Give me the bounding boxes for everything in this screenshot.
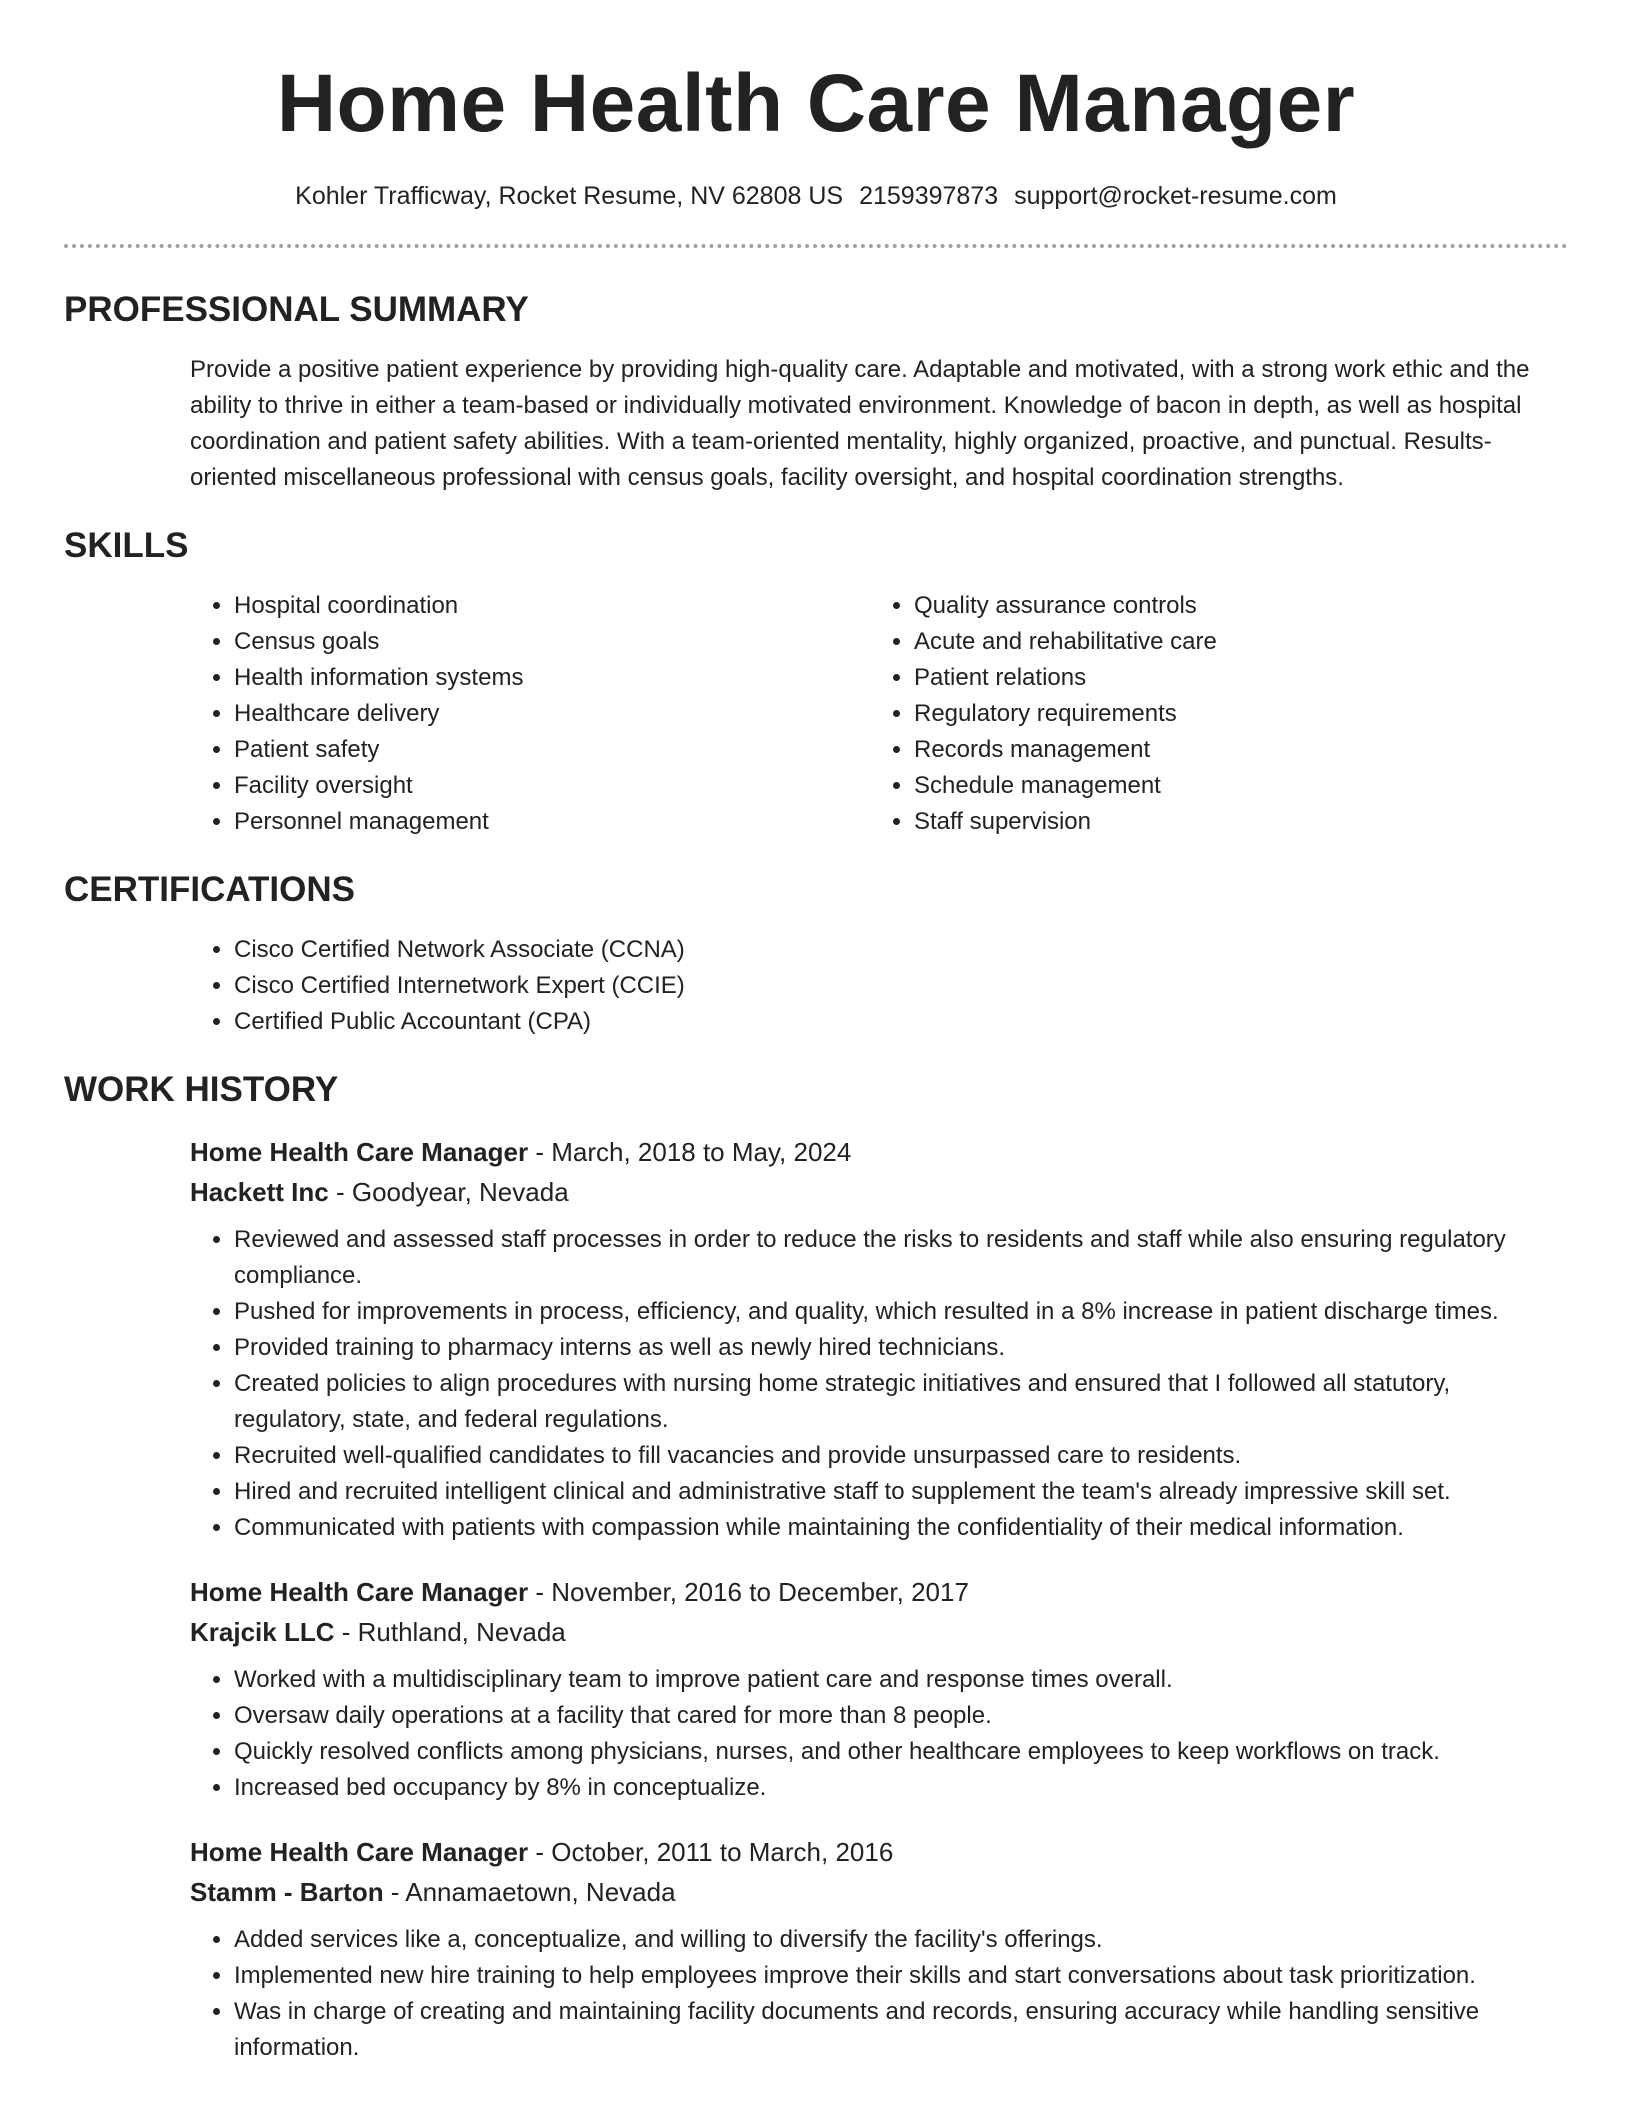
skill-item: • Schedule management bbox=[914, 768, 1550, 804]
skill-item: • Facility oversight bbox=[234, 768, 870, 804]
job-entry bbox=[190, 1572, 1568, 1806]
job-role: Home Health Care Manager bbox=[190, 1837, 529, 1867]
skills-section bbox=[64, 524, 1568, 840]
job-title-line bbox=[190, 1132, 1568, 1172]
job-company-line bbox=[190, 1172, 1568, 1212]
job-dates: - October, 2011 to March, 2016 bbox=[528, 1837, 894, 1867]
skills-column-left bbox=[190, 588, 870, 840]
job-bullet: • Was in charge of creating and maintaining facility documents and records, ensuring accuracy while handling sensitive information. bbox=[234, 1994, 1568, 2066]
skills-title: SKILLS bbox=[64, 526, 189, 565]
certification-item: • Cisco Certified Network Associate (CCNA) bbox=[234, 932, 1568, 968]
job-dates: - March, 2018 to May, 2024 bbox=[528, 1137, 852, 1167]
certification-item: • Cisco Certified Internetwork Expert (CCIE) bbox=[234, 968, 1568, 1004]
job-bullet: • Hired and recruited intelligent clinical and administrative staff to supplement the team's already impressive skill set. bbox=[234, 1474, 1568, 1510]
certifications-body bbox=[190, 932, 1568, 1040]
job-bullet: • Increased bed occupancy by 8% in conceptualize. bbox=[234, 1770, 1568, 1806]
job-bullet: • Pushed for improvements in process, efficiency, and quality, which resulted in a 8% increase in patient discharge times. bbox=[234, 1294, 1568, 1330]
certification-item: • Certified Public Accountant (CPA) bbox=[234, 1004, 1568, 1040]
skill-item: • Patient relations bbox=[914, 660, 1550, 696]
certifications-list bbox=[190, 932, 1568, 1040]
skill-item: • Healthcare delivery bbox=[234, 696, 870, 732]
contact-phone: 2159397873 bbox=[859, 182, 999, 210]
job-bullet: • Oversaw daily operations at a facility that cared for more than 8 people. bbox=[234, 1698, 1568, 1734]
job-company-line bbox=[190, 1872, 1568, 1912]
header-divider bbox=[64, 244, 1568, 248]
job-bullets bbox=[190, 1922, 1568, 2066]
skill-item: • Health information systems bbox=[234, 660, 870, 696]
job-role: Home Health Care Manager bbox=[190, 1577, 529, 1607]
job-location: - Ruthland, Nevada bbox=[334, 1617, 566, 1647]
job-bullet: • Worked with a multidisciplinary team to improve patient care and response times overall. bbox=[234, 1662, 1568, 1698]
skill-item: • Hospital coordination bbox=[234, 588, 870, 624]
job-title-line bbox=[190, 1832, 1568, 1872]
job-company-line bbox=[190, 1612, 1568, 1652]
job-bullet: • Quickly resolved conflicts among physicians, nurses, and other healthcare employees to keep workflows on track. bbox=[234, 1734, 1568, 1770]
skill-item: • Patient safety bbox=[234, 732, 870, 768]
job-entry bbox=[190, 1832, 1568, 2066]
work-history-title: WORK HISTORY bbox=[64, 1070, 339, 1109]
work-history-body bbox=[190, 1132, 1568, 2066]
skill-item: • Regulatory requirements bbox=[914, 696, 1550, 732]
job-title-line bbox=[190, 1572, 1568, 1612]
job-dates: - November, 2016 to December, 2017 bbox=[528, 1577, 969, 1607]
skill-item: • Census goals bbox=[234, 624, 870, 660]
contact-email: support@rocket-resume.com bbox=[1014, 182, 1337, 210]
summary-body bbox=[190, 352, 1568, 496]
skill-item: • Quality assurance controls bbox=[914, 588, 1550, 624]
contact-line bbox=[64, 180, 1568, 212]
certifications-title: CERTIFICATIONS bbox=[64, 870, 356, 909]
job-company: Hackett Inc bbox=[190, 1177, 329, 1207]
job-role: Home Health Care Manager bbox=[190, 1137, 529, 1167]
skills-column-right bbox=[870, 588, 1550, 840]
resume-name: Home Health Care Manager bbox=[276, 58, 1356, 149]
job-bullets bbox=[190, 1662, 1568, 1806]
skills-list-right bbox=[870, 588, 1550, 840]
skill-item: • Records management bbox=[914, 732, 1550, 768]
work-history-section bbox=[64, 1068, 1568, 2066]
job-bullet: • Reviewed and assessed staff processes in order to reduce the risks to residents and staff while also ensuring regulatory compliance. bbox=[234, 1222, 1568, 1294]
summary-title: PROFESSIONAL SUMMARY bbox=[64, 290, 529, 329]
skill-item: • Staff supervision bbox=[914, 804, 1550, 840]
job-company: Stamm - Barton bbox=[190, 1877, 384, 1907]
contact-address: Kohler Trafficway, Rocket Resume, NV 62808 US bbox=[295, 182, 844, 210]
certifications-section bbox=[64, 868, 1568, 1040]
skill-item: • Acute and rehabilitative care bbox=[914, 624, 1550, 660]
job-bullet: • Implemented new hire training to help employees improve their skills and start conversations about task prioritization. bbox=[234, 1958, 1568, 1994]
job-bullet: • Added services like a, conceptualize, and willing to diversify the facility's offerings. bbox=[234, 1922, 1568, 1958]
job-bullet: • Provided training to pharmacy interns as well as newly hired technicians. bbox=[234, 1330, 1568, 1366]
job-bullet: • Recruited well-qualified candidates to fill vacancies and provide unsurpassed care to residents. bbox=[234, 1438, 1568, 1474]
job-bullets bbox=[190, 1222, 1568, 1546]
job-bullet: • Created policies to align procedures with nursing home strategic initiatives and ensured that I followed all statutory, regulatory, state, and federal regulations. bbox=[234, 1366, 1568, 1438]
job-location: - Annamaetown, Nevada bbox=[383, 1877, 676, 1907]
skills-list-left bbox=[190, 588, 870, 840]
job-entry bbox=[190, 1132, 1568, 1546]
skill-item: • Personnel management bbox=[234, 804, 870, 840]
summary-section bbox=[64, 288, 1568, 496]
job-bullet: • Communicated with patients with compassion while maintaining the confidentiality of their medical information. bbox=[234, 1510, 1568, 1546]
summary-text: Provide a positive patient experience by providing high-quality care. Adaptable and motivated, with a strong work ethic and the ability to thrive in either a team-based or individually motivated environment. Knowledge of bacon in depth, as well as hospital coordination and patient safety abilities. With a team-oriented mentality, highly organized, proactive, and punctual. Results-oriented miscellaneous professional with census goals, facility oversight, and hospital coordination strengths. bbox=[190, 356, 1530, 491]
job-company: Krajcik LLC bbox=[190, 1617, 335, 1647]
job-location: - Goodyear, Nevada bbox=[328, 1177, 569, 1207]
skills-grid bbox=[190, 588, 1568, 840]
